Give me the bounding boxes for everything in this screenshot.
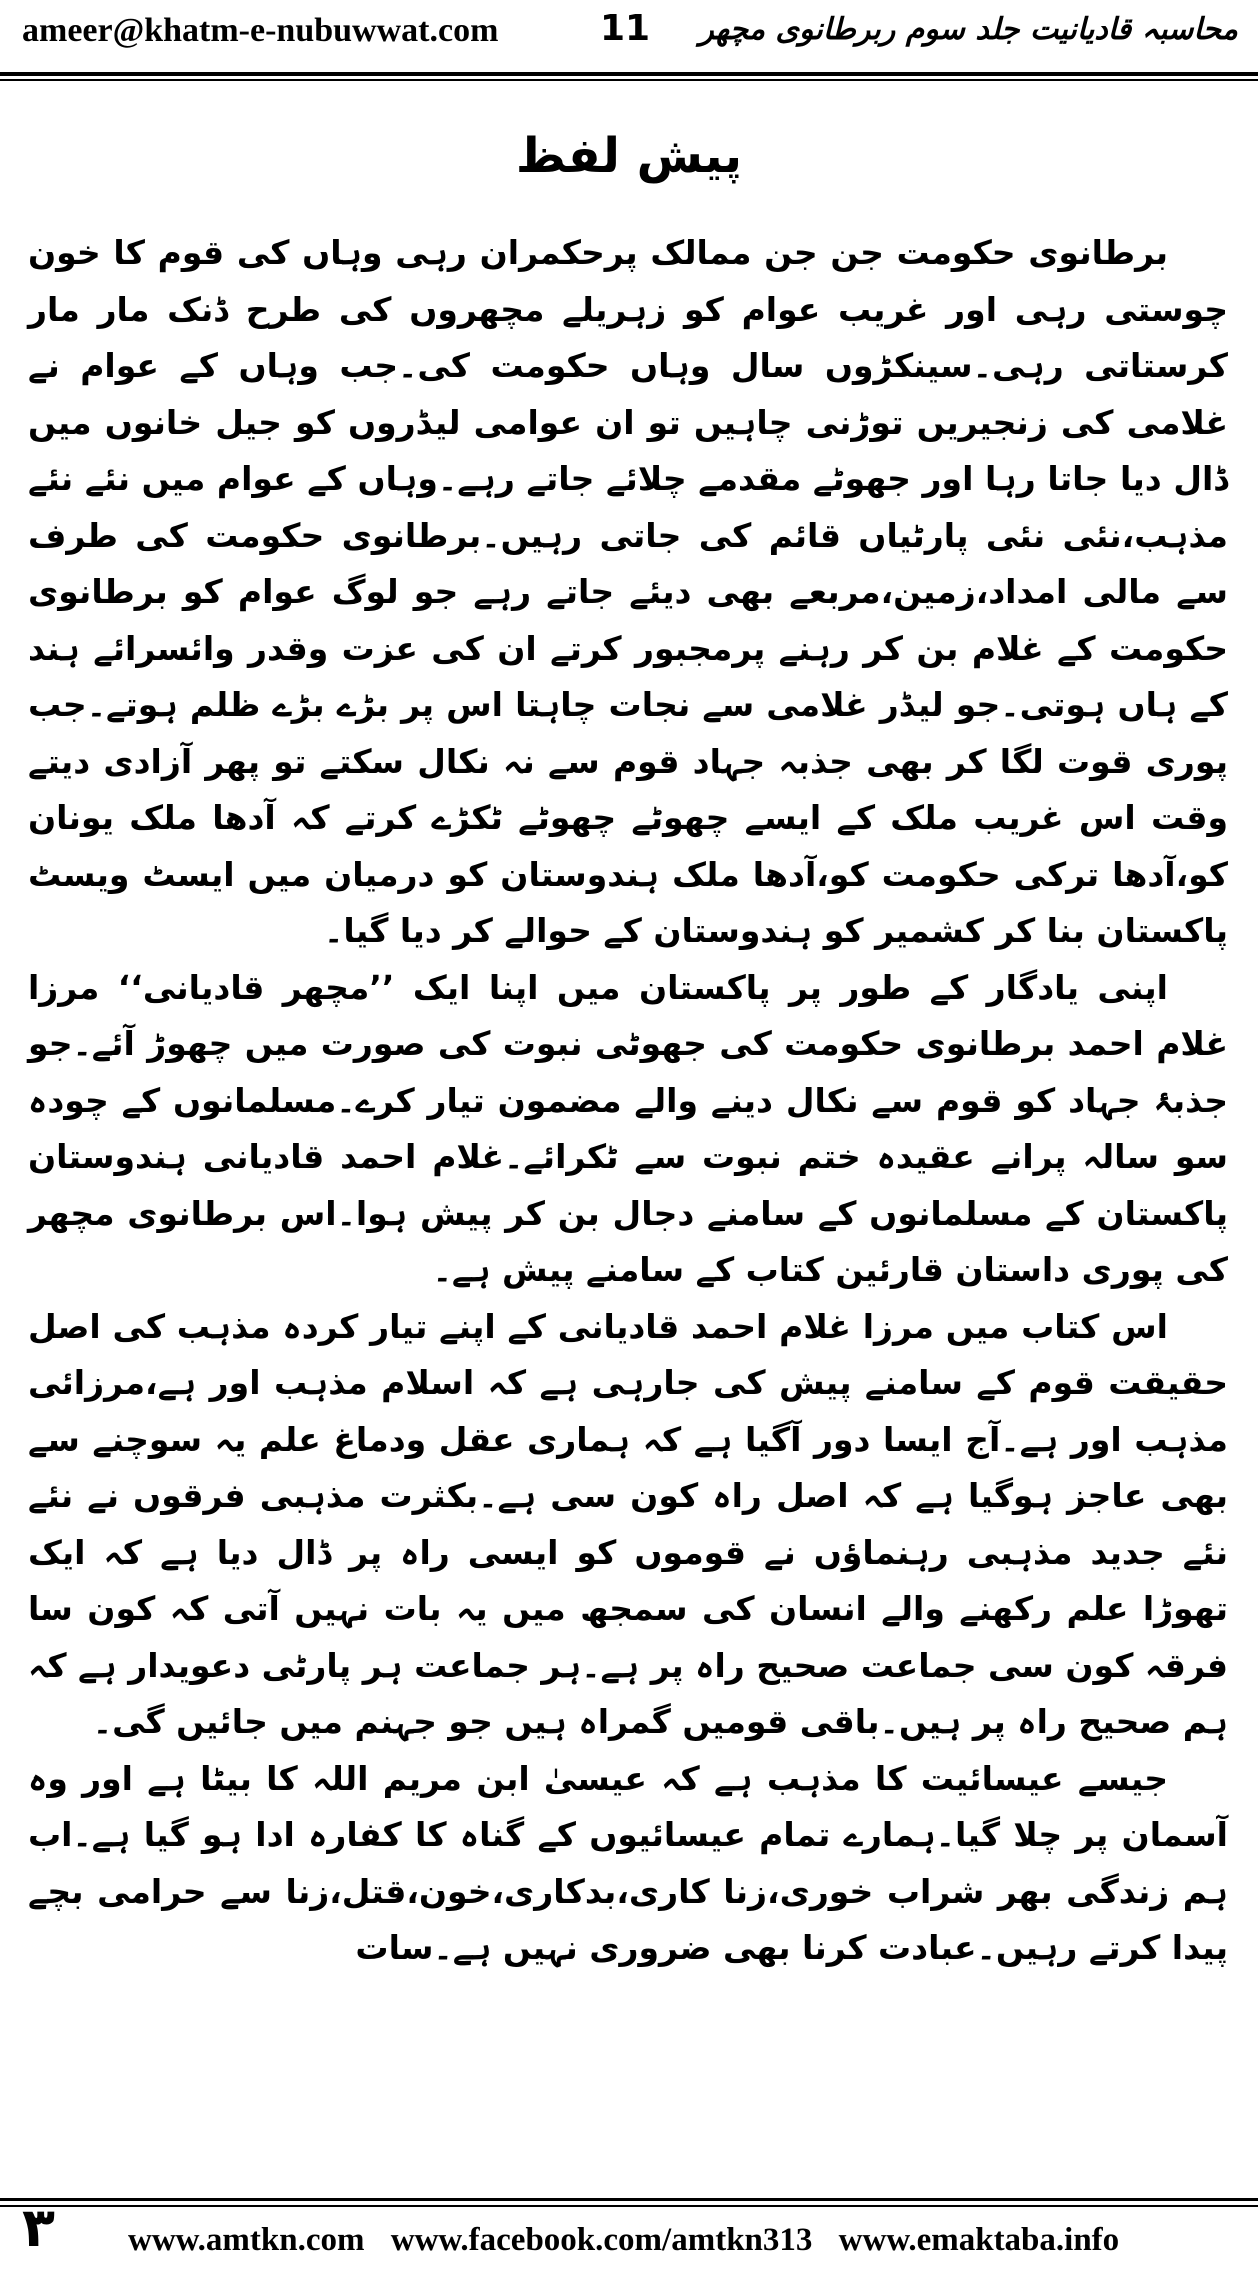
footer-link-emaktaba[interactable]: www.emaktaba.info [838, 2222, 1120, 2258]
footer-rule [0, 2198, 1258, 2201]
footer-link-facebook[interactable]: www.facebook.com/amtkn313 [390, 2222, 813, 2258]
page-header [0, 8, 1258, 68]
footer-rule-thin [0, 2205, 1258, 2207]
header-book-title: محاسبہ قادیانیت جلد سوم ربرطانوی مچھر [699, 12, 1238, 47]
header-email: ameer@khatm-e-nubuwwat.com [22, 12, 499, 49]
body-text [28, 225, 1228, 1977]
page-footer [0, 2190, 1258, 2279]
section-heading: پیش لفظ [515, 128, 743, 184]
footer-link-amtkn[interactable]: www.amtkn.com [128, 2222, 365, 2258]
header-rule [0, 72, 1258, 76]
footer-page-number: ۳ [22, 2196, 55, 2259]
footer-links [128, 2222, 1137, 2259]
paragraph: جیسے عیسائیت کا مذہب ہے کہ عیسیٰ ابن مریم اللہ کا بیٹا ہے اور وہ آسمان پر چلا گیا۔ہمارے تمام عیسائیوں کے گناہ کا کفارہ ادا ہو گیا ہے۔اب ہم زندگی بھر شراب خوری،زنا کاری،بدکاری،خون،قتل،زنا سے حرامی بچے پیدا کرتے رہیں۔عبادت کرنا بھی ضروری نہیں ہے۔سات [28, 1758, 1228, 1967]
header-page-number: 11 [600, 8, 651, 49]
paragraph: برطانوی حکومت جن جن ممالک پرحکمران رہی وہاں کی قوم کا خون چوستی رہی اور غریب عوام کو زہریلے مچھروں کی طرح ڈنک مار مار کرستاتی رہی۔سینکڑوں سال وہاں حکومت کی۔جب وہاں کے عوام نے غلامی کی زنجیریں توڑنی چاہیں تو ان عوامی لیڈروں کو جیل خانوں میں ڈال دیا جاتا رہا اور جھوٹے مقدمے چلائے جاتے رہے۔وہاں کے عوام میں نئے نئے مذہب،نئی نئی پارٹیاں قائم کی جاتی رہیں۔برطانوی حکومت کی طرف سے مالی امداد،زمین،مربعے بھی دیئے جاتے رہے جو لوگ عوام کو برطانوی حکومت کے غلام بن کر رہنے پرمجبور کرتے ان کی عزت وقدر وائسرائے ہند کے ہاں ہوتی۔جو لیڈر غلامی سے نجات چاہتا اس پر بڑے بڑے ظلم ہوتے۔جب پوری قوت لگا کر بھی جذبہ جہاد قوم سے نہ نکال سکتے تو پھر آزادی دیتے وقت اس غریب ملک کے ایسے چھوٹے چھوٹے ٹکڑے کرتے کہ آدھا ملک یونان کو،آدھا ترکی حکومت کو،آدھا ملک ہندوستان کو درمیان میں ایسٹ ویسٹ پاکستان بنا کر کشمیر کو ہندوستان کے حوالے کر دیا گیا۔ [28, 233, 1228, 950]
paragraph: اپنی یادگار کے طور پر پاکستان میں اپنا ایک ’’مچھر قادیانی‘‘ مرزا غلام احمد برطانوی حکومت کی جھوٹی نبوت کی صورت میں چھوڑ آئے۔جو جذبۂ جہاد کو قوم سے نکال دینے والے مضمون تیار کرے۔مسلمانوں کے چودہ سو سالہ پرانے عقیدہ ختم نبوت سے ٹکرائے۔غلام احمد قادیانی ہندوستان پاکستان کے مسلمانوں کے سامنے دجال بن کر پیش ہوا۔اس برطانوی مچھر کی پوری داستان قارئین کتاب کے سامنے پیش ہے۔ [28, 967, 1228, 1289]
header-rule-thin [0, 79, 1258, 81]
paragraph: اس کتاب میں مرزا غلام احمد قادیانی کے اپنے تیار کردہ مذہب کی اصل حقیقت قوم کے سامنے پیش کی جارہی ہے کہ اسلام مذہب اور ہے،مرزائی مذہب اور ہے۔آج ایسا دور آگیا ہے کہ ہماری عقل ودماغ علم یہ سوچنے سے بھی عاجز ہوگیا ہے کہ اصل راہ کون سی ہے۔بکثرت مذہبی فرقوں نے نئے نئے جدید مذہبی رہنماؤں نے قوموں کو ایسی راہ پر ڈال دیا ہے کہ ایک تھوڑا علم رکھنے والے انسان کی سمجھ میں یہ بات نہیں آتی کہ کون سا فرقہ کون سی جماعت صحیح راہ پر ہے۔ہر جماعت ہر پارٹی دعویدار ہے کہ ہم صحیح راہ پر ہیں۔باقی قومیں گمراہ ہیں جو جہنم میں جائیں گی۔ [28, 1306, 1228, 1741]
